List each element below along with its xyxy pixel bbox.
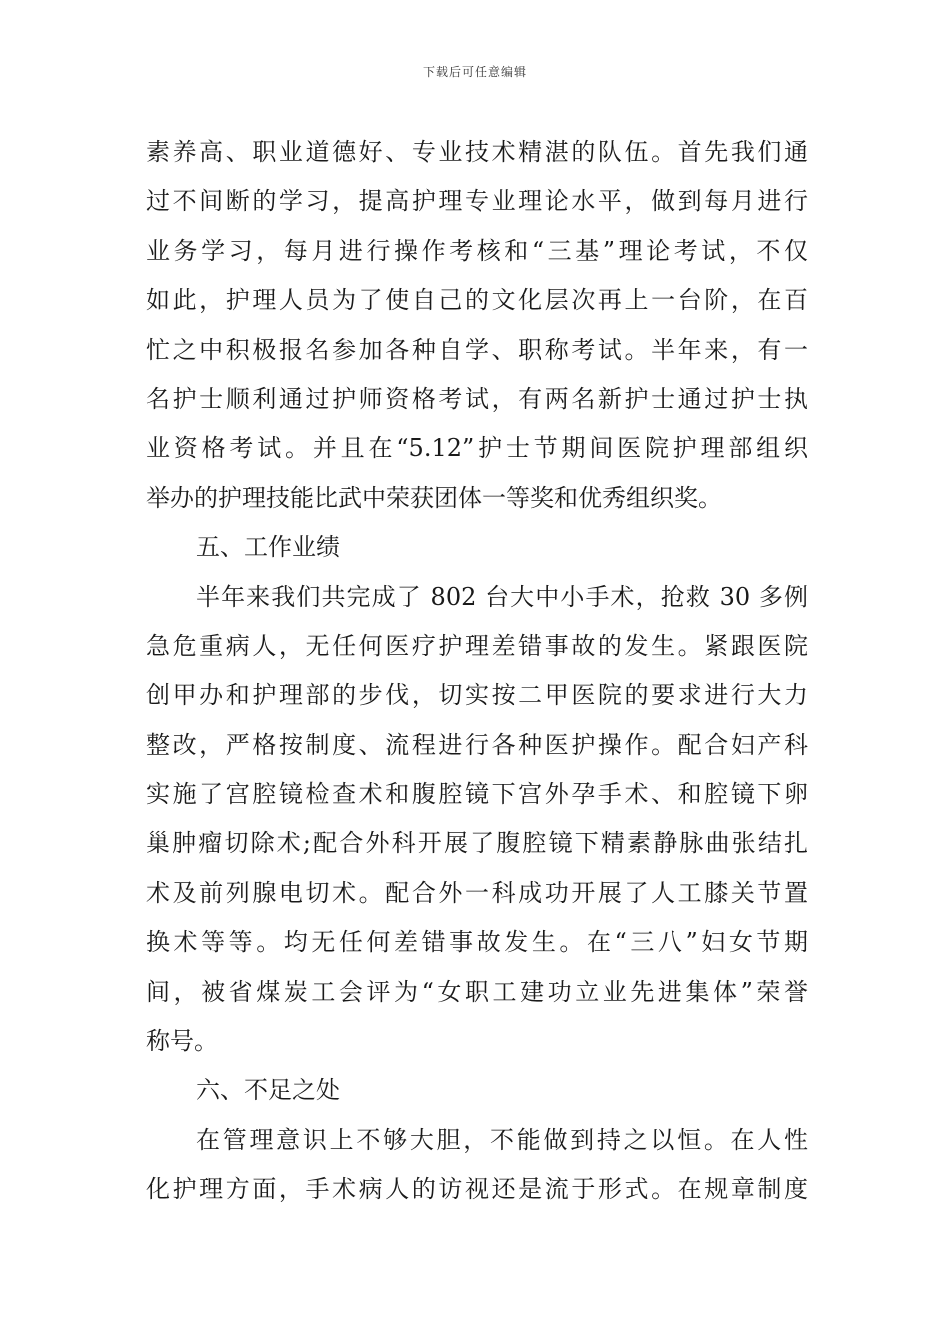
text-line: 业务学习，每月进行操作考核和“三基”理论考试，不仅 xyxy=(146,236,808,265)
page-header: 下载后可任意编辑 xyxy=(422,65,527,79)
text-line: 整改，严格按制度、流程进行各种医护操作。配合妇产科 xyxy=(146,730,808,759)
text-line: 术及前列腺电切术。配合外一科成功开展了人工膝关节置 xyxy=(146,878,808,907)
text-line: 举办的护理技能比武中荣获团体一等奖和优秀组织奖。 xyxy=(146,483,722,512)
text-line: 间，被省煤炭工会评为“女职工建功立业先进集体”荣誉 xyxy=(146,977,808,1006)
text-line: 称号。 xyxy=(146,1027,218,1056)
text-line: 化护理方面，手术病人的访视还是流于形式。在规章制度 xyxy=(146,1175,808,1204)
document-body xyxy=(146,128,808,1215)
text-line: 实施了宫腔镜检查术和腹腔镜下宫外孕手术、和腔镜下卵 xyxy=(146,780,808,809)
text-line: 巢肿瘤切除术;配合外科开展了腹腔镜下精素静脉曲张结扎 xyxy=(146,829,808,858)
text-line: 过不间断的学习，提高护理专业理论水平，做到每月进行 xyxy=(146,187,808,216)
text-line: 六、不足之处 xyxy=(196,1076,340,1105)
text-line: 如此，护理人员为了使自己的文化层次再上一台阶，在百 xyxy=(146,286,808,315)
text-line: 半年来我们共完成了 802 台大中小手术，抢救 30 多例 xyxy=(196,582,808,611)
text-line: 名护士顺利通过护师资格考试，有两名新护士通过护士执 xyxy=(146,384,808,413)
text-line: 忙之中积极报名参加各种自学、职称考试。半年来，有一 xyxy=(146,335,808,364)
text-line: 在管理意识上不够大胆，不能做到持之以恒。在人性 xyxy=(196,1125,808,1154)
text-line: 五、工作业绩 xyxy=(196,533,340,562)
text-line: 创甲办和护理部的步伐，切实按二甲医院的要求进行大力 xyxy=(146,681,808,710)
text-line: 素养高、职业道德好、专业技术精湛的队伍。首先我们通 xyxy=(146,138,808,166)
text-line: 换术等等。均无任何差错事故发生。在“三八”妇女节期 xyxy=(146,928,808,957)
text-line: 业资格考试。并且在“5.12”护士节期间医院护理部组织 xyxy=(146,434,808,463)
text-line: 急危重病人，无任何医疗护理差错事故的发生。紧跟医院 xyxy=(146,631,808,660)
